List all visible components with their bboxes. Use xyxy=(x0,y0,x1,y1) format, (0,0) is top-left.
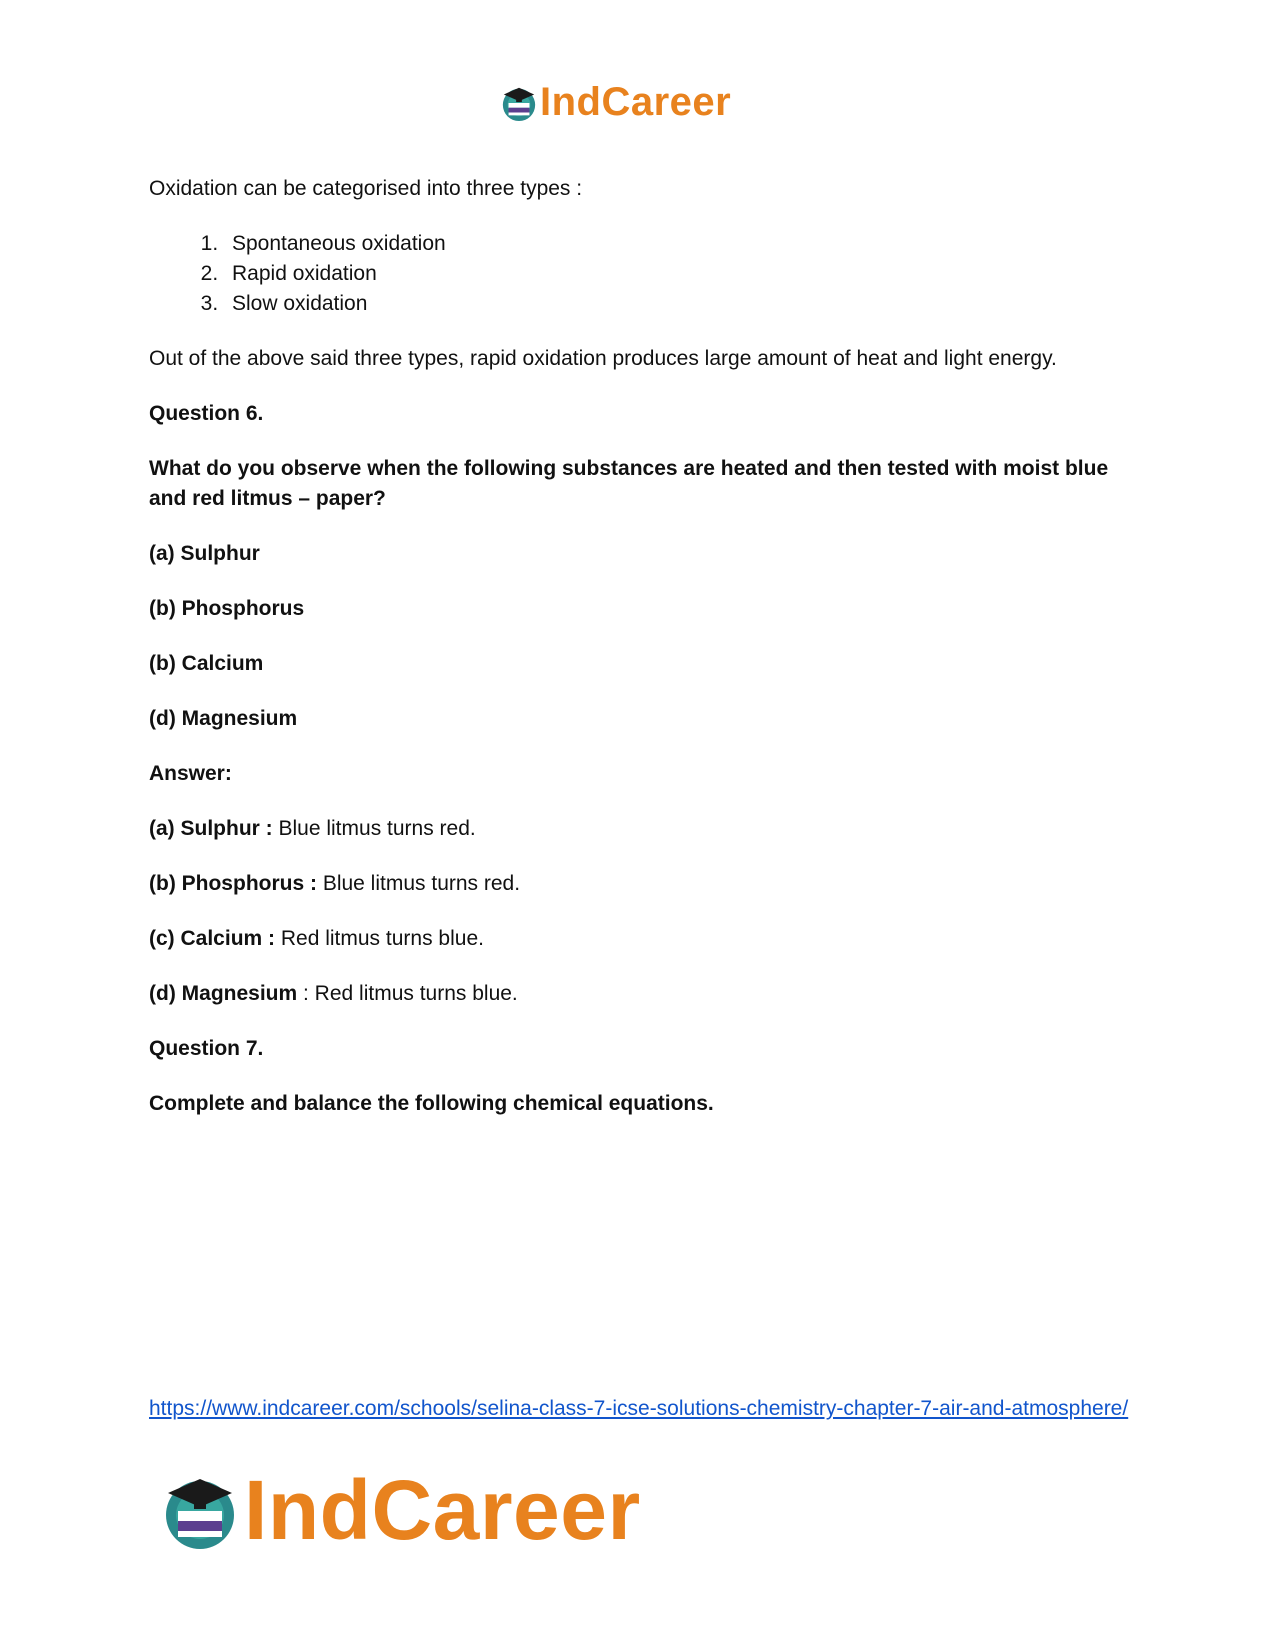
answer-line xyxy=(149,814,1129,844)
question-6-prompt: What do you observe when the following substances are heated and then tested with moist blue and red litmus – paper? xyxy=(149,457,1109,510)
question-option: (d) Magnesium xyxy=(149,707,298,730)
logo-text: IndCareer xyxy=(540,80,732,124)
answer-line xyxy=(149,924,1129,954)
question-option: (b) Phosphorus xyxy=(149,597,305,620)
answer-item-text: Blue litmus turns red. xyxy=(272,817,476,840)
globe-graduation-cap-icon xyxy=(500,84,538,122)
answer-item-text: Red litmus turns blue. xyxy=(275,927,484,950)
logo-text: IndCareer xyxy=(244,1463,641,1557)
answer-item-label: (a) Sulphur : xyxy=(149,817,273,840)
document-body xyxy=(149,174,1129,1144)
question-option: (b) Calcium xyxy=(149,652,264,675)
intro-text: Oxidation can be categorised into three types : xyxy=(149,177,583,200)
source-url-link[interactable]: https://www.indcareer.com/schools/selina-class-7-icse-solutions-chemistry-chapter-7-air-and-atmosphere/ xyxy=(149,1397,1129,1420)
list-item: 1. Spontaneous oxidation xyxy=(224,229,1129,259)
globe-graduation-cap-icon xyxy=(160,1471,240,1551)
footer-logo xyxy=(160,1462,641,1559)
answer-line xyxy=(149,869,1129,899)
answer-item-label: (b) Phosphorus : xyxy=(149,872,317,895)
header-logo xyxy=(500,80,731,125)
question-6-heading: Question 6. xyxy=(149,402,264,425)
answer-item-text: Blue litmus turns red. xyxy=(316,872,521,895)
oxidation-types-list xyxy=(149,229,1129,319)
question-7-heading: Question 7. xyxy=(149,1037,264,1060)
answer-item-label: (d) Magnesium xyxy=(149,982,298,1005)
answer-item-text: : Red litmus turns blue. xyxy=(297,982,518,1005)
answer-item-label: (c) Calcium : xyxy=(149,927,276,950)
list-item: 3. Slow oxidation xyxy=(224,289,1129,319)
list-item: 2. Rapid oxidation xyxy=(224,259,1129,289)
answer-label: Answer: xyxy=(149,762,232,785)
question-option: (a) Sulphur xyxy=(149,542,260,565)
question-7-prompt: Complete and balance the following chemical equations. xyxy=(149,1092,714,1115)
intro-conclusion: Out of the above said three types, rapid oxidation produces large amount of heat and light energy. xyxy=(149,347,1057,370)
answer-line xyxy=(149,979,1129,1009)
